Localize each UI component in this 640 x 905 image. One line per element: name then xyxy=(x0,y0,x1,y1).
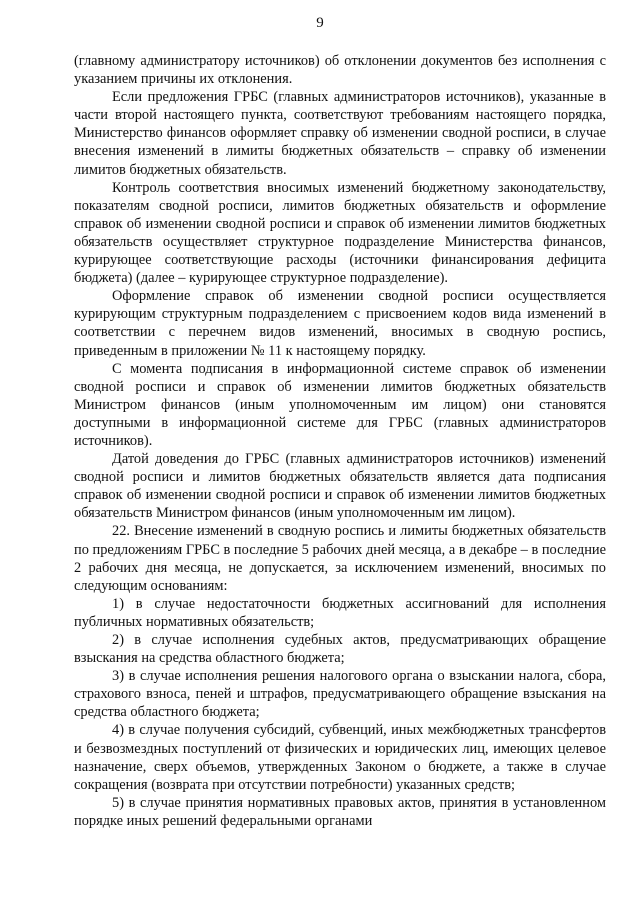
paragraph-continuation: (главному администратору источников) об отклонении документов без исполнения с указанием причины их отклонения. xyxy=(74,53,606,88)
document-body xyxy=(74,52,606,830)
list-item-2: 2) в случае исполнения судебных актов, предусматривающих обращение взыскания на средства областного бюджета; xyxy=(74,632,606,667)
paragraph-item-22: 22. Внесение изменений в сводную роспись и лимиты бюджетных обязательств по предложениям ГРБС в последние 5 рабочих дней месяца, а в декабре – в последние 2 рабочих дня месяца, не допускается, за исключением изменений, вносимых по следующим основаниям: xyxy=(74,523,606,594)
list-item-3: 3) в случае исполнения решения налогового органа о взыскании налога, сбора, страхового взноса, пеней и штрафов, предусматривающего обращение взыскания на средства областного бюджета; xyxy=(74,668,606,721)
list-item-5: 5) в случае принятия нормативных правовых актов, принятия в установленном порядке иных решений федеральными органами xyxy=(74,794,606,829)
list-item-1: 1) в случае недостаточности бюджетных ассигнований для исполнения публичных нормативных обязательств; xyxy=(74,595,606,630)
paragraph-delivery-date: Датой доведения до ГРБС (главных администраторов источников) изменений сводной росписи и лимитов бюджетных обязательств является дата подписания справок об изменении сводной росписи и справок об изменении лимитов бюджетных обязательств Министром финансов (иным уполномоченным им лицом). xyxy=(74,451,606,522)
list-item-4: 4) в случае получения субсидий, субвенций, иных межбюджетных трансфертов и безвозмездных поступлений от физических и юридических лиц, имеющих целевое назначение, сверх объемов, утвержденных Законом о бюджете, а также в случае сокращения (возврата при отсутствии потребности) указанных средств; xyxy=(74,722,606,793)
paragraph-control: Контроль соответствия вносимых изменений бюджетному законодательству, показателям сводной росписи, лимитов бюджетных обязательств и оформление справок об изменении сводной росписи и справок об изменении лимитов бюджетных обязательств осуществляет структурное подразделение Министерства финансов, курирующее соответствующие расходы (источники финансирования дефицита бюджета) (далее – курирующее структурное подразделение). xyxy=(74,179,606,287)
paragraph-certificate-formatting: Оформление справок об изменении сводной росписи осуществляется курирующим структурным подразделением с присвоением кодов вида изменений в соответствии с перечнем видов изменений, вносимых в сводную роспись, приведенным в приложении № 11 к настоящему порядку. xyxy=(74,288,606,359)
page-number: 9 xyxy=(316,15,324,31)
paragraph-signing: С момента подписания в информационной системе справок об изменении сводной росписи и справок об изменении лимитов бюджетных обязательств Министром финансов (иным уполномоченным им лицом) они становятся доступными в информационной системе для ГРБС (главных администраторов источников). xyxy=(74,360,606,449)
paragraph-certificate-issuance: Если предложения ГРБС (главных администраторов источников), указанные в части второй настоящего пункта, соответствуют требованиям настоящего порядка, Министерство финансов оформляет справку об изменении сводной росписи, в случае внесения изменений в лимиты бюджетных обязательств – справку об изменении лимитов бюджетных обязательств. xyxy=(74,89,606,178)
